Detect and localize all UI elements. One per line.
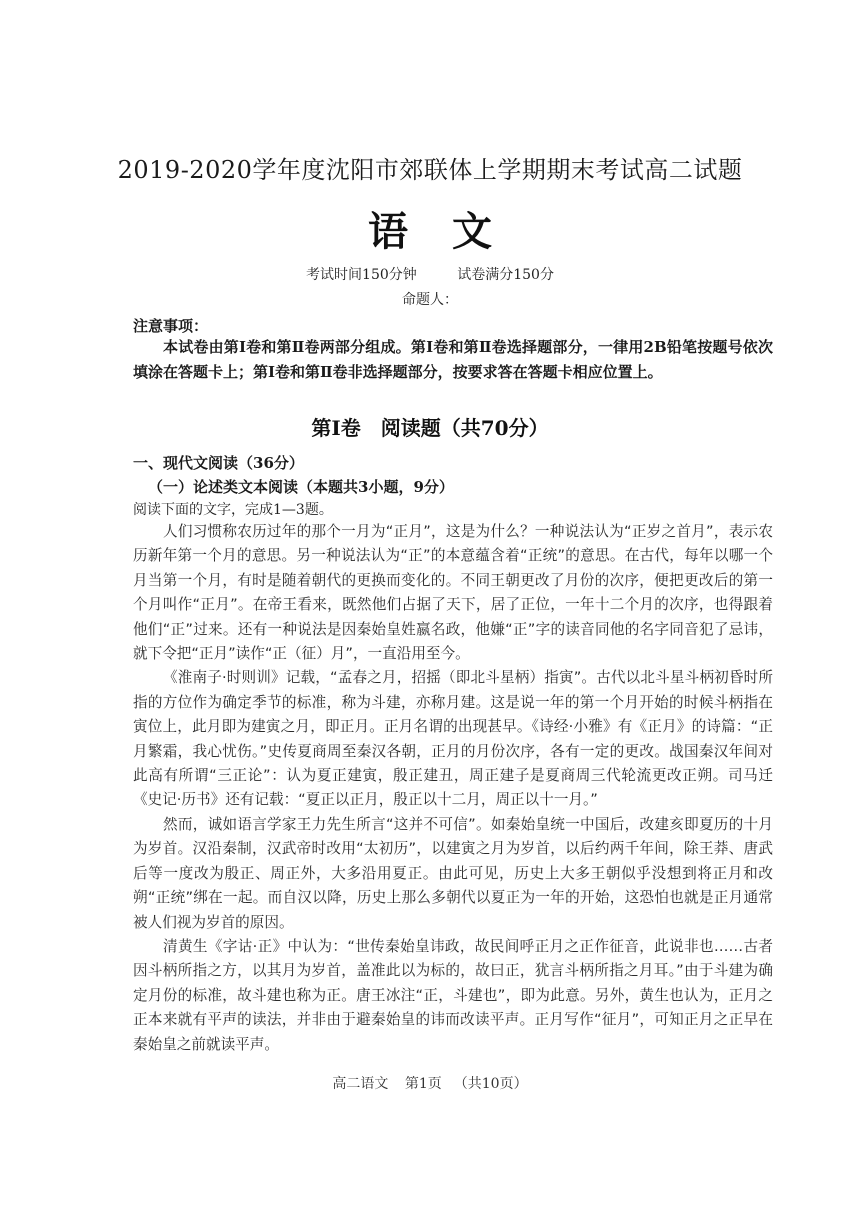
notice-text: 本试卷由第Ⅰ卷和第Ⅱ卷两部分组成。第Ⅰ卷和第Ⅱ卷选择题部分，一律用2B铅笔按题号依次填涂在答题卡上；第Ⅰ卷和第Ⅱ卷非选择题部分，按要求答在答题卡相应位置上。 (133, 338, 773, 381)
footer-total: （共10页） (453, 1076, 528, 1092)
exam-title: 2019-2020学年度沈阳市郊联体上学期期末考试高二试题 (117, 156, 743, 184)
article-paragraph: 然而，诚如语言学家王力先生所言“这并不可信”。如秦始皇统一中国后，改建亥即夏历的十月为岁首。汉沿秦制，汉武帝时改用“太初历”，以建寅之月为岁首，以后约两千年间，除王莽、唐武后等一度改为殷正、周正外，大多沿用夏正。由此可见，历史上大多王朝似乎没想到将正月和改朔“正统”绑在一起。而自汉以降，历史上那么多朝代以夏正为一年的开始，这恐怕也就是正月通常被人们视为岁首的原因。 (133, 815, 773, 931)
exam-meta (0, 264, 860, 284)
exam-score: 试卷满分150分 (457, 267, 554, 283)
question-setter: 命题人： (402, 292, 458, 308)
article-paragraph: 清黄生《字诂·正》中认为：“世传秦始皇讳政，故民间呼正月之正作征音，此说非也……古者因斗柄所指之方，以其月为岁首，盖准此以为标的，故曰正，犹言斗柄所指之月耳。”由于斗建为确定月份的标准，故斗建也称为正。唐王冰注“正，斗建也”，即为此意。另外，黄生也认为，正月之正本来就有平声的读法，并非由于避秦始皇的讳而改读平声。正月写作“征月”，可知正月之正早在秦始皇之前就读平声。 (133, 937, 773, 1053)
reading-article (133, 520, 773, 1057)
article-paragraph: 《淮南子·时则训》记载，“孟春之月，招摇（即北斗星柄）指寅”。古代以北斗星斗柄初昏时所指的方位作为确定季节的标准，称为斗建，亦称月建。这是说一年的第一个月开始的时候斗柄指在寅位上，此月即为建寅之月，即正月。正月名谓的出现甚早。《诗经·小雅》有《正月》的诗篇：“正月繁霜，我心忧伤。”史传夏商周至秦汉各朝，正月的月份次序，各有一定的更改。战国秦汉年间对此高有所谓“三正论”：认为夏正建寅，殷正建丑，周正建子是夏商周三代轮流更改正朔。司马迁《史记·历书》还有记载：“夏正以正月，殷正以十二月，周正以十一月。” (133, 669, 773, 809)
article-paragraph: 人们习惯称农历过年的那个一月为“正月”，这是为什么？一种说法认为“正岁之首月”，表示农历新年第一个月的意思。另一种说法认为“正”的本意蕴含着“正统”的意思。在古代，每年以哪一个月当第一个月，有时是随着朝代的更换而变化的。不同王朝更改了月份的次序，便把更改后的第一个月叫作“正月”。在帝王看来，既然他们占据了天下，居了正位，一年十二个月的次序，也得跟着他们“正”过来。还有一种说法是因秦始皇姓嬴名政，他嫌“正”字的读音同他的名字同音犯了忌讳，就下令把“正月”读作“正（征）月”，一直沿用至今。 (133, 523, 773, 663)
page-footer (0, 1073, 860, 1093)
reading-instruction: 阅读下面的文字，完成1—3题。 (133, 502, 333, 518)
notice-heading: 注意事项： (133, 317, 209, 335)
exam-time: 考试时间150分钟 (306, 267, 417, 283)
subject-title: 语文 (368, 208, 536, 255)
footer-page: 第1页 (404, 1076, 442, 1092)
footer-course: 高二语文 (332, 1076, 389, 1092)
subpart-title: （一）论述类文本阅读（本题共3小题，9分） (148, 478, 454, 496)
part-title: 一、现代文阅读（36分） (133, 454, 304, 472)
section-title: 第Ⅰ卷 阅读题（共70分） (311, 416, 549, 440)
